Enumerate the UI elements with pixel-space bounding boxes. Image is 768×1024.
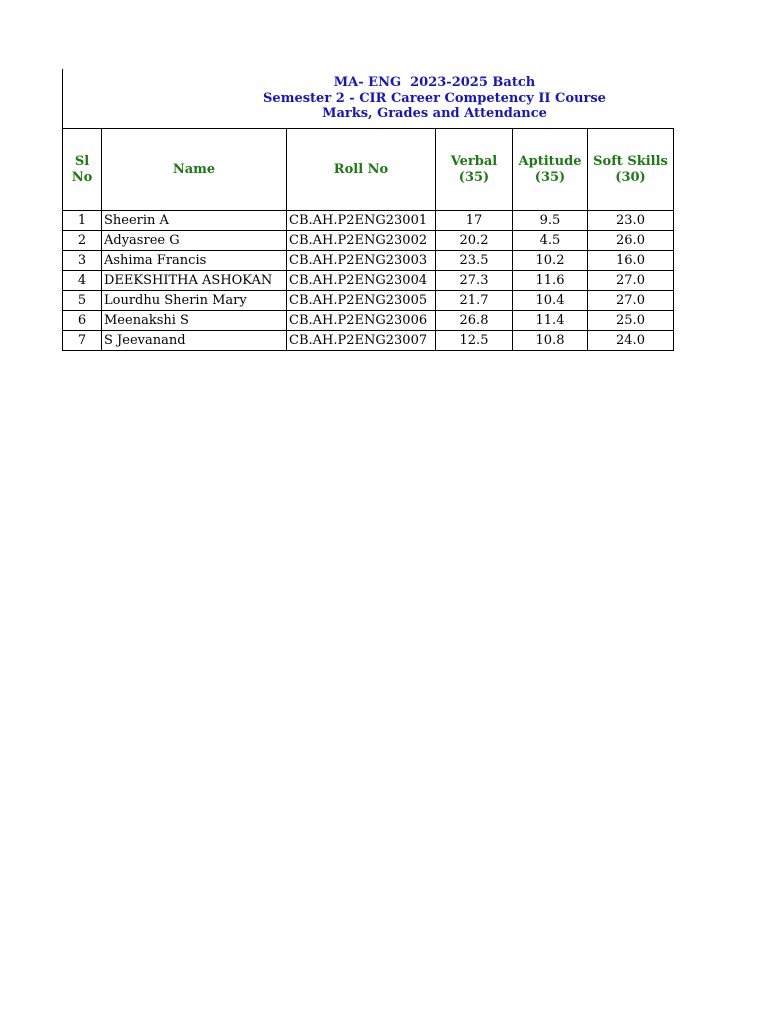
soft-skills-cell: 26.0 — [588, 231, 674, 251]
sl-no-cell: 4 — [63, 271, 102, 291]
verbal-cell: 27.3 — [436, 271, 513, 291]
title-block — [62, 69, 673, 129]
name-cell: Adyasree G — [102, 231, 287, 251]
sl-no-cell: 3 — [63, 251, 102, 271]
soft-skills-cell: 27.0 — [588, 291, 674, 311]
verbal-cell: 12.5 — [436, 331, 513, 351]
column-header-soft-skills: Soft Skills (30) — [588, 129, 674, 211]
aptitude-cell: 10.8 — [513, 331, 588, 351]
sl-no-cell: 1 — [63, 211, 102, 231]
soft-skills-cell: 27.0 — [588, 271, 674, 291]
aptitude-cell: 9.5 — [513, 211, 588, 231]
header-row — [63, 129, 674, 211]
roll-no-cell: CB.AH.P2ENG23006 — [287, 311, 436, 331]
report-subtitle: Marks, Grades and Attendance — [322, 106, 547, 121]
marks-table — [62, 128, 674, 351]
sl-no-cell: 5 — [63, 291, 102, 311]
column-header-name: Name — [102, 129, 287, 211]
sl-no-cell: 2 — [63, 231, 102, 251]
aptitude-cell: 4.5 — [513, 231, 588, 251]
name-cell: Ashima Francis — [102, 251, 287, 271]
name-cell: S Jeevanand — [102, 331, 287, 351]
roll-no-cell: CB.AH.P2ENG23003 — [287, 251, 436, 271]
table-row — [63, 211, 674, 231]
soft-skills-cell: 23.0 — [588, 211, 674, 231]
verbal-cell: 26.8 — [436, 311, 513, 331]
name-cell: Meenakshi S — [102, 311, 287, 331]
name-cell: Sheerin A — [102, 211, 287, 231]
table-row — [63, 271, 674, 291]
soft-skills-cell: 24.0 — [588, 331, 674, 351]
column-header-sl-no: Sl No — [63, 129, 102, 211]
sl-no-cell: 6 — [63, 311, 102, 331]
batch-title: MA- ENG 2023-2025 Batch — [333, 75, 536, 90]
verbal-cell: 21.7 — [436, 291, 513, 311]
roll-no-cell: CB.AH.P2ENG23001 — [287, 211, 436, 231]
roll-no-cell: CB.AH.P2ENG23002 — [287, 231, 436, 251]
aptitude-cell: 10.4 — [513, 291, 588, 311]
table-row — [63, 251, 674, 271]
table-row — [63, 231, 674, 251]
column-header-aptitude: Aptitude (35) — [513, 129, 588, 211]
roll-no-cell: CB.AH.P2ENG23004 — [287, 271, 436, 291]
aptitude-cell: 11.4 — [513, 311, 588, 331]
table-row — [63, 331, 674, 351]
roll-no-cell: CB.AH.P2ENG23005 — [287, 291, 436, 311]
course-title: Semester 2 - CIR Career Competency II Course — [263, 91, 606, 106]
column-header-roll-no: Roll No — [287, 129, 436, 211]
name-cell: DEEKSHITHA ASHOKAN — [102, 271, 287, 291]
aptitude-cell: 10.2 — [513, 251, 588, 271]
soft-skills-cell: 16.0 — [588, 251, 674, 271]
column-header-verbal: Verbal (35) — [436, 129, 513, 211]
table-row — [63, 291, 674, 311]
roll-no-cell: CB.AH.P2ENG23007 — [287, 331, 436, 351]
sl-no-cell: 7 — [63, 331, 102, 351]
name-cell: Lourdhu Sherin Mary — [102, 291, 287, 311]
verbal-cell: 17 — [436, 211, 513, 231]
aptitude-cell: 11.6 — [513, 271, 588, 291]
verbal-cell: 23.5 — [436, 251, 513, 271]
soft-skills-cell: 25.0 — [588, 311, 674, 331]
table-row — [63, 311, 674, 331]
verbal-cell: 20.2 — [436, 231, 513, 251]
